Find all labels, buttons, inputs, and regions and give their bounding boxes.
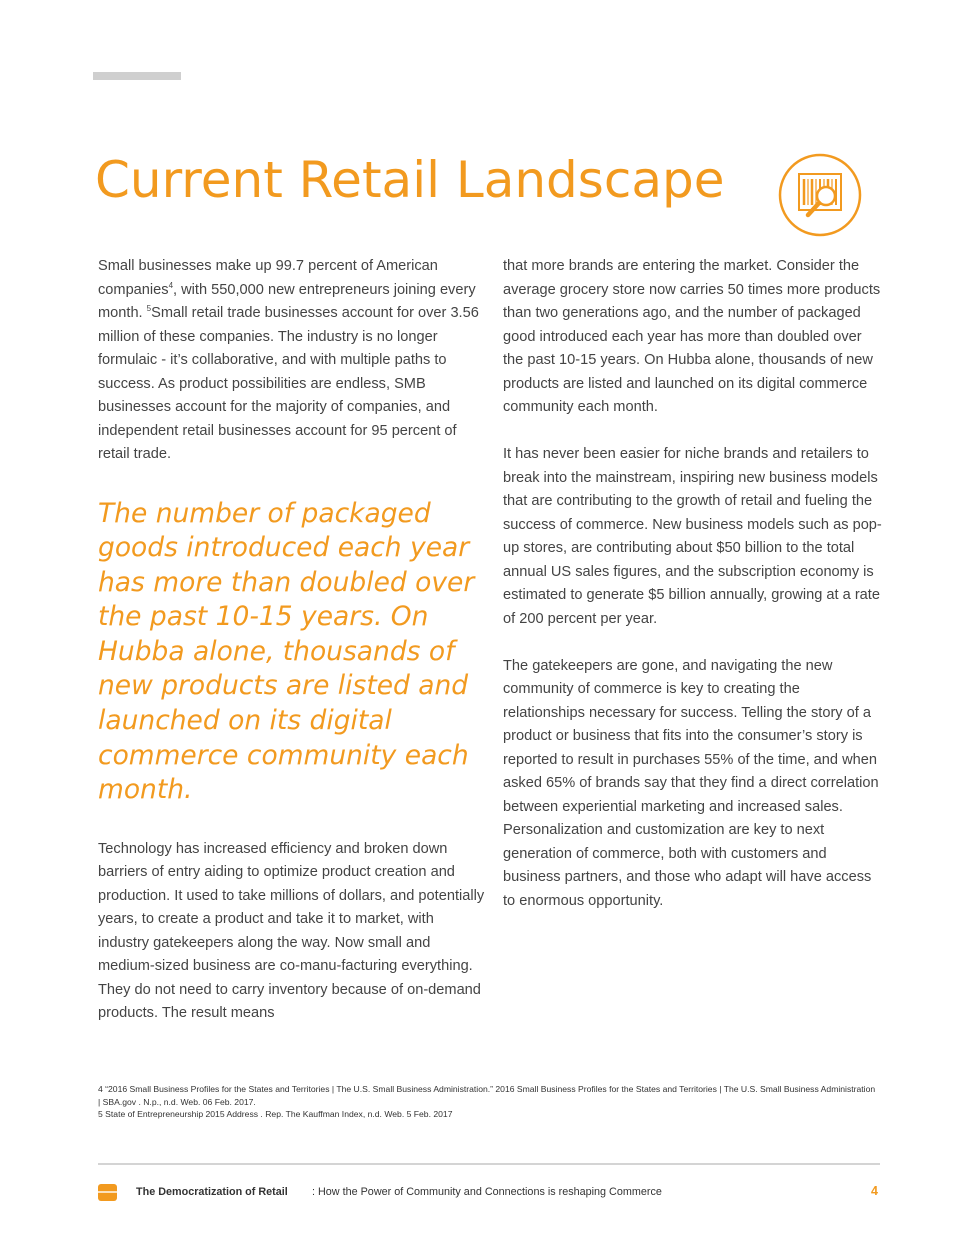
footnotes — [98, 1083, 878, 1121]
footnote-ref-4: 4 — [168, 280, 174, 290]
footer-subtitle: : How the Power of Community and Connections is reshaping Commerce — [312, 1186, 662, 1198]
brands-paragraph: that more brands are entering the market. Consider the average grocery store now carries 50 times more products than two generations ago, and the number of packaged good introduced each year has more than doubled over the past 10-15 years. On Hubba alone, thousands of new products are listed and launched on its digital commerce community each month. — [503, 258, 881, 415]
gatekeepers-paragraph: The gatekeepers are gone, and navigating the new community of commerce is key to creating the relationships necessary for success. Telling the story of a product or business that fits into the consumer’s story is reported to result in purchases 55% of the time, and when asked 65% of brands say that they find a direct correlation between experiential marketing and increased sales. Personalization and customization are key to next generation of commerce, both with customers and business partners, and those who adapt will have access to enormous opportunity. — [503, 657, 879, 909]
footnote-4: 4 “2016 Small Business Profiles for the States and Territories | The U.S. Small Business Administration.” 2016 Small Business Profiles for the States and Territories | The U.S. Small Business Administration | SBA.gov . N.p., n.d. Web. 06 Feb. 2017. — [98, 1084, 876, 1107]
page-number: 4 — [871, 1184, 878, 1198]
left-column — [98, 255, 488, 1026]
footnote-ref-5: 5 — [146, 304, 152, 314]
header-accent-bar — [93, 72, 181, 80]
footnote-5: 5 State of Entrepreneurship 2015 Address . Rep. The Kauffman Index, n.d. Web. 5 Feb. 2017 — [98, 1109, 453, 1119]
technology-paragraph: Technology has increased efficiency and broken down barriers of entry aiding to optimize product creation and production. It used to take millions of dollars, and potentially years, to create a product and take it to market, with industry gatekeepers along the way. Now small and medium-sized business are co-manu-facturing everything. They do not need to carry inventory because of on-demand products. The result means — [98, 840, 485, 1022]
page-title: Current Retail Landscape — [95, 151, 725, 209]
niche-brands-paragraph: It has never been easier for niche brands and retailers to break into the mainstream, inspiring new business models that are contributing to the growth of retail and fueling the success of commerce. New business models such as pop-up stores, are contributing about $50 billion to the total annual US sales figures, and the subscription economy is estimated to generate $5 billion annually, growing at a rate of 200 percent per year. — [503, 446, 882, 627]
page-footer — [98, 1182, 880, 1204]
right-column — [503, 255, 883, 913]
barcode-search-icon — [777, 152, 863, 238]
pull-quote: The number of packaged goods introduced each year has more than doubled over the past 10-15 years. On Hubba alone, thousands of new products are listed and launched on its digital commerce community each month. — [98, 497, 475, 806]
intro-paragraph: Small businesses make up 99.7 percent of American companies$^4$, with 550,000 new entrepreneurs joining every month. $^5$Small retail trade businesses account for over 3.56 million of these companies. The industry is no longer formulaic - it’s collaborative, and with multiple paths to success. As product possibilities are endless, SMB businesses account for the majority of companies, and independent retail businesses account for 95 percent of retail trade. — [98, 258, 479, 462]
book-icon — [98, 1184, 117, 1201]
footer-divider — [98, 1163, 880, 1165]
footer-title: The Democratization of Retail — [136, 1186, 288, 1198]
